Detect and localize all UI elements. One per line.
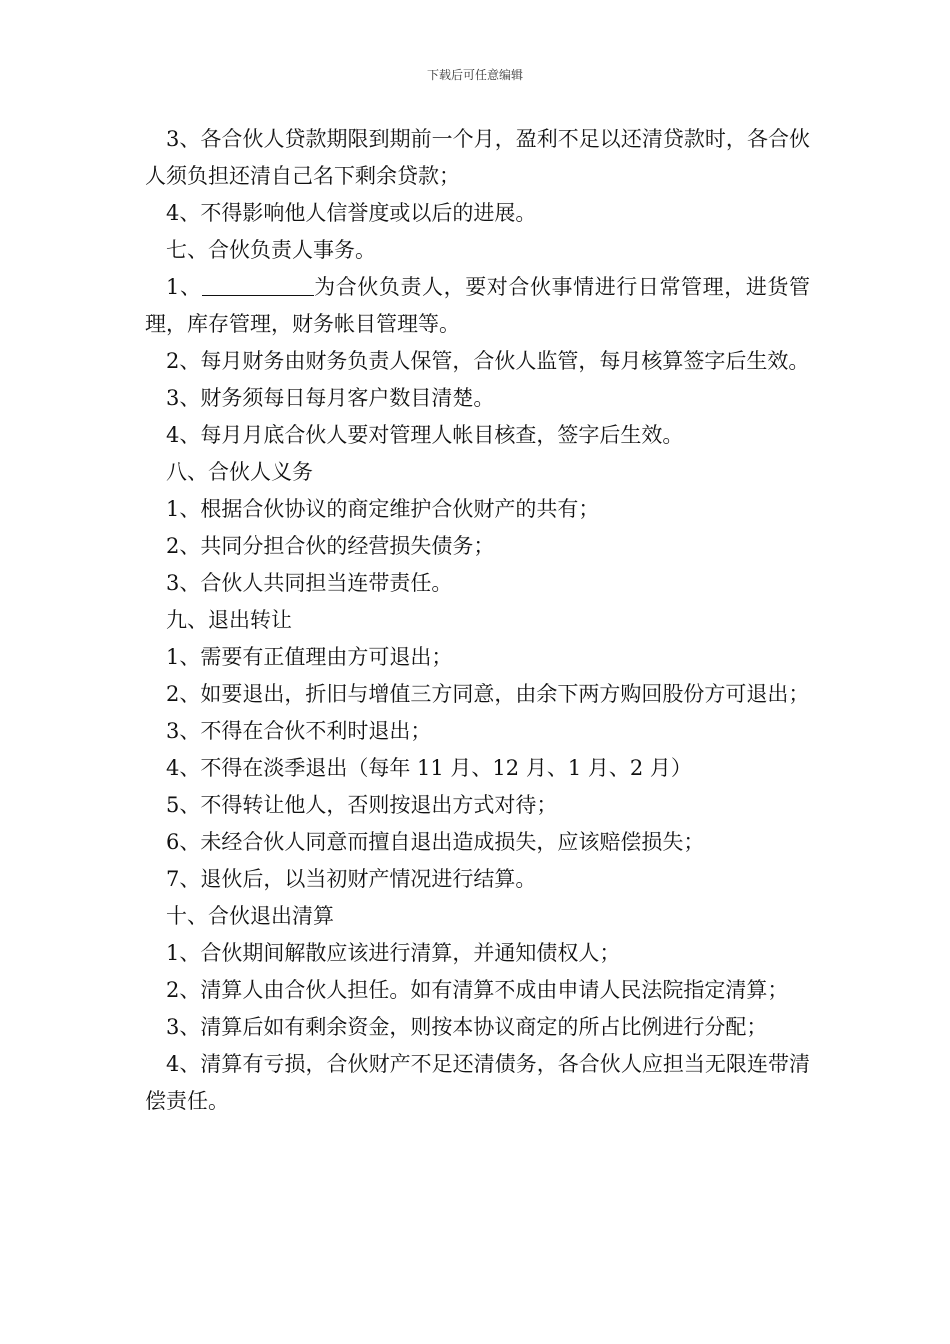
paragraph: 4、清算有亏损，合伙财产不足还清债务，各合伙人应担当无限连带清偿责任。 xyxy=(145,1052,810,1113)
paragraph: 7、退伙后，以当初财产情况进行结算。 xyxy=(166,867,537,891)
section-heading: 七、合伙负责人事务。 xyxy=(166,238,376,262)
paragraph: 5、不得转让他人，否则按退出方式对待； xyxy=(166,793,558,817)
paragraph: 3、各合伙人贷款期限到期前一个月，盈利不足以还清贷款时，各合伙人须负担还清自己名下剩余贷款； xyxy=(145,127,810,188)
paragraph: 3、不得在合伙不利时退出； xyxy=(166,719,432,743)
fill-in-blank[interactable] xyxy=(202,275,314,296)
paragraph: 3、财务须每日每月客户数目清楚。 xyxy=(166,386,495,410)
paragraph: 2、共同分担合伙的经营损失债务； xyxy=(166,534,495,558)
paragraph: 2、每月财务由财务负责人保管，合伙人监管，每月核算签字后生效。 xyxy=(166,349,810,373)
header-note: 下载后可任意编辑 xyxy=(426,68,523,82)
paragraph: 4、不得在淡季退出（每年 11 月、12 月、1 月、2 月） xyxy=(166,756,692,780)
paragraph-prefix: 1、 xyxy=(166,275,202,299)
paragraph: 2、清算人由合伙人担任。如有清算不成由申请人民法院指定清算； xyxy=(166,978,789,1002)
paragraph: 6、未经合伙人同意而擅自退出造成损失，应该赔偿损失； xyxy=(166,830,705,854)
paragraph-suffix: 为合伙负责人，要对合伙事情进行日常管理，进货管理，库存管理，财务帐目管理等。 xyxy=(145,275,810,336)
paragraph: 3、合伙人共同担当连带责任。 xyxy=(166,571,453,595)
document-body xyxy=(145,121,810,1120)
section-heading: 八、合伙人义务 xyxy=(166,460,313,484)
section-heading: 十、合伙退出清算 xyxy=(166,904,334,928)
section-heading: 九、退出转让 xyxy=(166,608,292,632)
paragraph: 4、每月月底合伙人要对管理人帐目核查，签字后生效。 xyxy=(166,423,684,447)
paragraph: 3、清算后如有剩余资金，则按本协议商定的所占比例进行分配； xyxy=(166,1015,768,1039)
paragraph: 4、不得影响他人信誉度或以后的进展。 xyxy=(166,201,537,225)
paragraph: 1、根据合伙协议的商定维护合伙财产的共有； xyxy=(166,497,600,521)
paragraph-with-blank xyxy=(145,269,810,343)
paragraph: 2、如要退出，折旧与增值三方同意，由余下两方购回股份方可退出； xyxy=(166,682,810,706)
paragraph: 1、需要有正值理由方可退出； xyxy=(166,645,453,669)
paragraph: 1、合伙期间解散应该进行清算，并通知债权人； xyxy=(166,941,621,965)
